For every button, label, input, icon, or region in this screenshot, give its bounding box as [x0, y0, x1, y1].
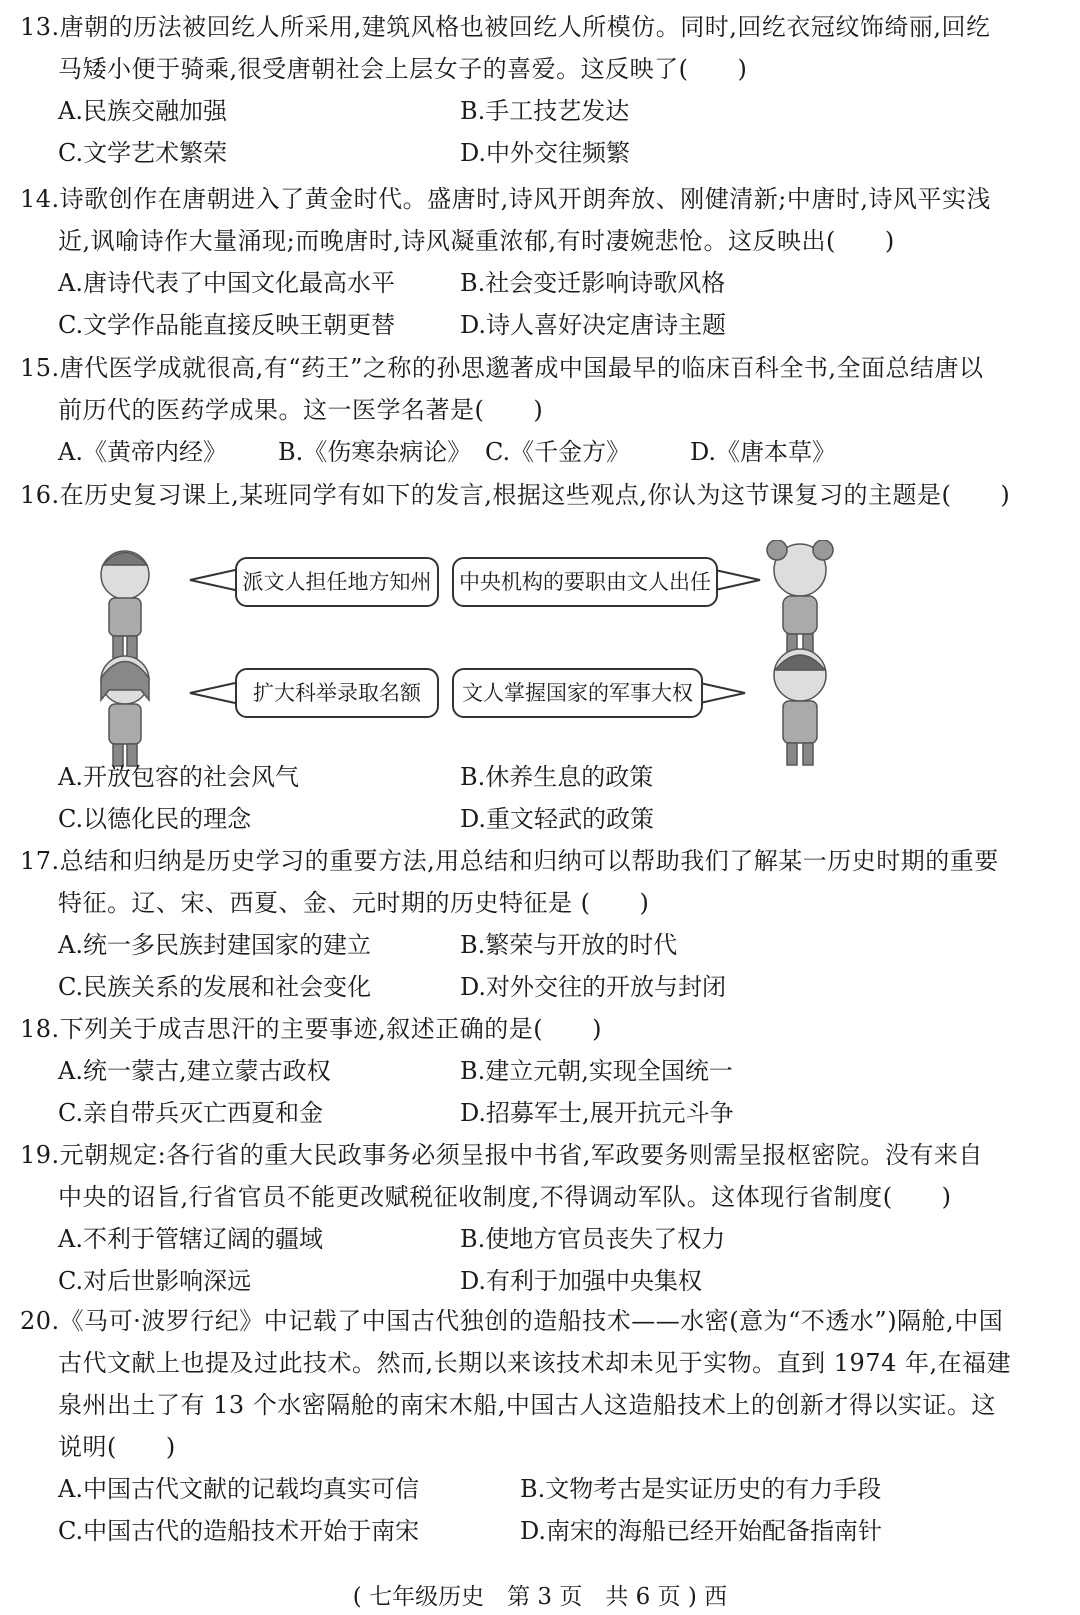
- option-a: A.《黄帝内经》: [58, 438, 227, 466]
- question-stem-line: 13.唐朝的历法被回纥人所采用,建筑风格也被回纥人所模仿。同时,回纥衣冠纹饰绮丽,回纥: [20, 13, 991, 41]
- option-a: A.统一多民族封建国家的建立: [58, 931, 371, 959]
- question-17: [20, 840, 1065, 1008]
- options-row: [20, 262, 1065, 304]
- question-stem-line: 马矮小便于骑乘,很受唐朝社会上层女子的喜爱。这反映了( ): [58, 55, 748, 83]
- options-row: [20, 304, 1065, 346]
- question-15: [20, 347, 1065, 473]
- option-b: B.使地方官员丧失了权力: [460, 1225, 726, 1253]
- option-c: C.《千金方》: [485, 438, 631, 466]
- page-footer: ( 七年级历史 第 3 页 共 6 页 ) 西: [352, 1584, 728, 1610]
- question-stem-line: 泉州出土了有 13 个水密隔舱的南宋木船,中国古人这造船技术上的创新才得以实证。这: [58, 1391, 996, 1419]
- speech-bubble-4: 文人掌握国家的军事大权: [452, 668, 703, 718]
- options-row: [20, 924, 1065, 966]
- options-row: [20, 756, 1065, 798]
- question-16: [20, 474, 1065, 516]
- speech-bubble-3: 扩大科举录取名额: [235, 668, 439, 718]
- options-row: [20, 90, 1065, 132]
- question-stem-line: 15.唐代医学成就很高,有“药王”之称的孙思邈著成中国最早的临床百科全书,全面总结唐以: [20, 354, 984, 382]
- option-a: A.唐诗代表了中国文化最高水平: [58, 269, 395, 297]
- question-stem-line: 前历代的医药学成果。这一医学名著是( ): [58, 396, 544, 424]
- student-figure-4: [774, 649, 826, 765]
- option-d: D.南宋的海船已经开始配备指南针: [520, 1517, 883, 1545]
- option-c: C.对后世影响深远: [58, 1267, 252, 1295]
- question-14: [20, 178, 1065, 346]
- option-c: C.以德化民的理念: [58, 805, 252, 833]
- question-stem-line: 古代文献上也提及过此技术。然而,长期以来该技术却未见于实物。直到 1974 年,在福建: [58, 1349, 1012, 1377]
- question-stem-line: 20.《马可·波罗行纪》中记载了中国古代独创的造船技术——水密(意为“不透水”)隔舱,中国: [20, 1307, 1004, 1335]
- question-stem-line: 近,讽喻诗作大量涌现;而晚唐时,诗风凝重浓郁,有时凄婉悲怆。这反映出( ): [58, 227, 895, 255]
- question-20: [20, 1300, 1065, 1552]
- option-c: C.民族关系的发展和社会变化: [58, 973, 372, 1001]
- options-row: [20, 798, 1065, 840]
- option-c: C.亲自带兵灭亡西夏和金: [58, 1099, 324, 1127]
- options-row: [20, 1218, 1065, 1260]
- option-a: A.中国古代文献的记载均真实可信: [58, 1475, 419, 1503]
- option-d: D.重文轻武的政策: [460, 805, 655, 833]
- option-d: D.有利于加强中央集权: [460, 1267, 703, 1295]
- option-d: D.中外交往频繁: [460, 139, 631, 167]
- option-b: B.手工技艺发达: [460, 97, 630, 125]
- option-b: B.建立元朝,实现全国统一: [460, 1057, 733, 1085]
- question-13: [20, 6, 1065, 174]
- option-b: B.《伤寒杂病论》: [278, 438, 472, 466]
- question-stem-line: 说明( ): [58, 1433, 176, 1461]
- option-c: C.中国古代的造船技术开始于南宋: [58, 1517, 420, 1545]
- option-a: A.开放包容的社会风气: [58, 763, 299, 791]
- question-stem-line: 中央的诏旨,行省官员不能更改赋税征收制度,不得调动军队。这体现行省制度( ): [58, 1183, 952, 1211]
- question-stem-line: 14.诗歌创作在唐朝进入了黄金时代。盛唐时,诗风开朗奔放、刚健清新;中唐时,诗风平实浅: [20, 185, 992, 213]
- option-b: B.繁荣与开放的时代: [460, 931, 678, 959]
- speech-bubble-1: 派文人担任地方知州: [235, 557, 439, 607]
- question-19: [20, 1134, 1065, 1302]
- options-row: [20, 966, 1065, 1008]
- option-b: B.文物考古是实证历史的有力手段: [520, 1475, 882, 1503]
- student-figure-1: [101, 551, 149, 658]
- student-figure-3: [101, 656, 149, 766]
- student-figure-2: [767, 540, 833, 654]
- option-a: A.不利于管辖辽阔的疆域: [58, 1225, 323, 1253]
- option-b: B.休养生息的政策: [460, 763, 654, 791]
- question-stem-line: 18.下列关于成吉思汗的主要事迹,叙述正确的是( ): [20, 1015, 603, 1043]
- option-a: A.统一蒙古,建立蒙古政权: [58, 1057, 331, 1085]
- options-row: [20, 132, 1065, 174]
- question-stem-line: 特征。辽、宋、西夏、金、元时期的历史特征是 ( ): [58, 889, 650, 917]
- options-row: [20, 431, 1065, 473]
- options-row: [20, 1050, 1065, 1092]
- option-d: D.对外交往的开放与封闭: [460, 973, 727, 1001]
- option-d: D.《唐本草》: [690, 438, 837, 466]
- option-c: C.文学艺术繁荣: [58, 139, 228, 167]
- option-d: D.招募军士,展开抗元斗争: [460, 1099, 734, 1127]
- option-c: C.文学作品能直接反映王朝更替: [58, 311, 396, 339]
- options-row: [20, 1092, 1065, 1134]
- option-a: A.民族交融加强: [58, 97, 227, 125]
- options-row: [20, 1510, 1065, 1552]
- speech-bubble-2: 中央机构的要职由文人出任: [452, 557, 718, 607]
- question-stem-line: 16.在历史复习课上,某班同学有如下的发言,根据这些观点,你认为这节课复习的主题是( ): [20, 481, 1011, 509]
- option-b: B.社会变迁影响诗歌风格: [460, 269, 726, 297]
- options-row: [20, 1468, 1065, 1510]
- question-stem-line: 17.总结和归纳是历史学习的重要方法,用总结和归纳可以帮助我们了解某一历史时期的重要: [20, 847, 999, 875]
- question-stem-line: 19.元朝规定:各行省的重大民政事务必须呈报中书省,军政要务则需呈报枢密院。没有来自: [20, 1141, 983, 1169]
- options-row: [20, 1260, 1065, 1302]
- question-18: [20, 1008, 1065, 1134]
- discussion-illustration: [95, 540, 995, 770]
- question-16-options: [20, 756, 1065, 840]
- option-d: D.诗人喜好决定唐诗主题: [460, 311, 727, 339]
